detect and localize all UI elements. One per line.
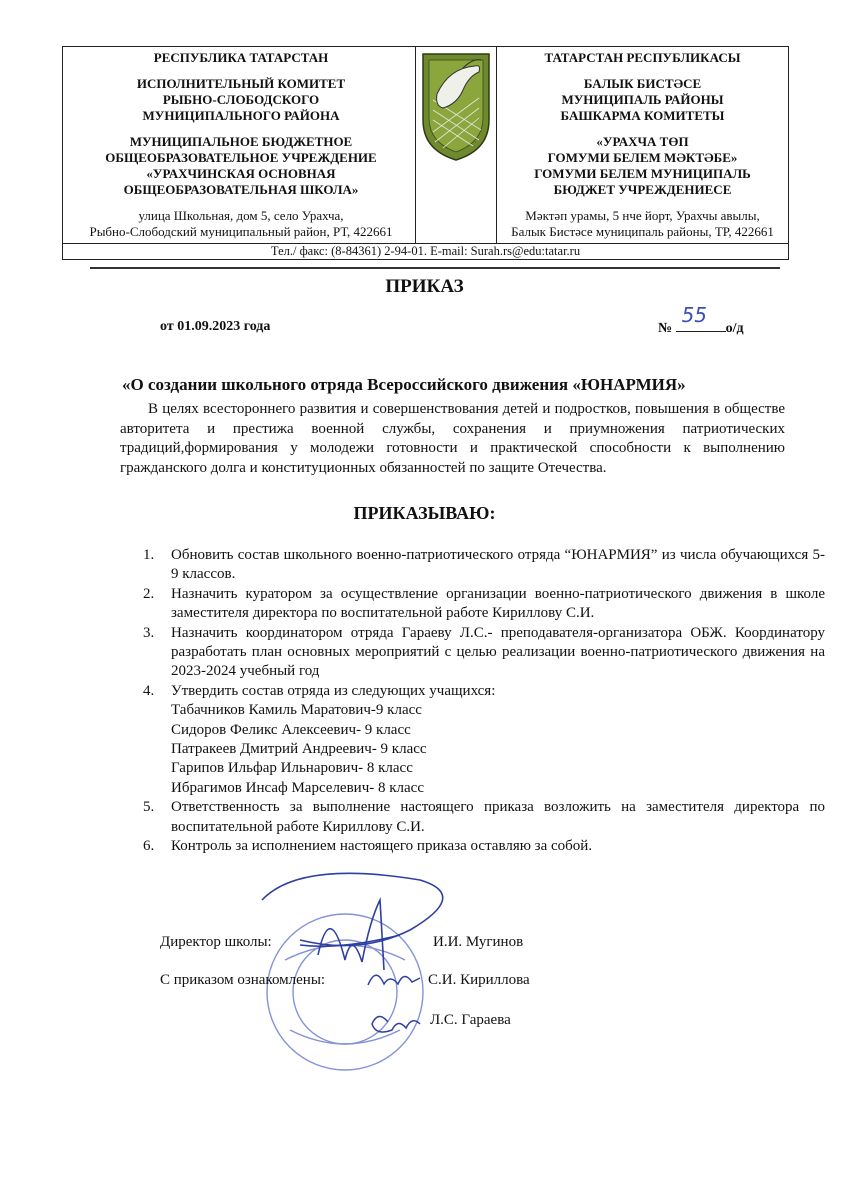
- committee-tt-2: МУНИЦИПАЛЬ РАЙОНЫ: [561, 92, 724, 107]
- header-contacts: Тел./ факс: (8-84361) 2-94-01. E-mail: Surah.rs@edu:tatar.ru: [270, 244, 581, 258]
- address-ru-2: Рыбно-Слободский муниципальный район, РТ, 422661: [89, 224, 393, 239]
- committee-tt-3: БАШКАРМА КОМИТЕТЫ: [560, 108, 725, 123]
- republic-ru: РЕСПУБЛИКА ТАТАРСТАН: [153, 50, 329, 65]
- school-ru-2: ОБЩЕОБРАЗОВАТЕЛЬНОЕ УЧРЕЖДЕНИЕ: [105, 150, 377, 165]
- school-tt-2: ГОМУМИ БЕЛЕМ МӘКТӘБЕ»: [547, 150, 738, 165]
- order-heading: ПРИКАЗЫВАЮ:: [353, 503, 496, 523]
- order-subject: «О создании школьного отряда Всероссийского движения «ЮНАРМИЯ»: [122, 375, 686, 394]
- preamble-text: В целях всестороннего развития и совершенствования детей и подростков, повышения в обществе авторитета и престижа военной службы, сохранения и приумножения патриотических традиций,формирования у молодежи готовности и практической способности к выполнению гражданского долга и конституционных обязанностей по защите Отечества.: [120, 401, 785, 476]
- student-line: Ибрагимов Инсаф Марселевич- 8 класс: [171, 779, 424, 796]
- order-item-number: 1.: [143, 547, 155, 563]
- acknowledged-name-1: С.И. Кириллова: [428, 972, 530, 988]
- committee-ru-3: МУНИЦИПАЛЬНОГО РАЙОНА: [142, 108, 340, 123]
- order-item-text: Ответственность за выполнение настоящего приказа возложить на заместителя директора по воспитательной работе Кириллову С.И.: [171, 799, 825, 835]
- acknowledged-label: С приказом ознакомлены:: [160, 972, 326, 988]
- director-signature: [262, 873, 443, 970]
- student-line: Сидоров Феликс Алексеевич- 9 класс: [171, 721, 411, 738]
- order-item-number: 2.: [143, 585, 155, 602]
- school-tt-3: ГОМУМИ БЕЛЕМ МУНИЦИПАЛЬ: [534, 166, 751, 181]
- student-line: Табачников Камиль Маратович-9 класс: [171, 702, 422, 719]
- school-ru-3: «УРАХЧИНСКАЯ ОСНОВНАЯ: [146, 166, 336, 181]
- republic-tt: ТАТАРСТАН РЕСПУБЛИКАСЫ: [544, 50, 741, 65]
- order-item-text: Утвердить состав отряда из следующих учащихся:: [171, 682, 496, 699]
- school-ru-1: МУНИЦИПАЛЬНОЕ БЮДЖЕТНОЕ: [129, 134, 353, 149]
- order-number-prefix: №: [658, 321, 673, 336]
- committee-tt-1: БАЛЫК БИСТӘСЕ: [583, 76, 702, 91]
- school-ru-4: ОБЩЕОБРАЗОВАТЕЛЬНАЯ ШКОЛА»: [123, 182, 359, 197]
- committee-ru-2: РЫБНО-СЛОБОДСКОГО: [162, 92, 320, 107]
- director-name: И.И. Мугинов: [433, 934, 524, 950]
- address-ru-1: улица Школьная, дом 5, село Урахча,: [138, 208, 344, 223]
- order-item-number: 3.: [143, 624, 155, 641]
- order-item-text: Назначить координатором отряда Гараеву Л.С.- преподавателя-организатора ОБЖ. Координатору разработать план основных мероприятий с целью реализации военно-патриотического движения на 2023-2024 учебный год: [171, 624, 825, 680]
- order-date: от 01.09.2023 года: [160, 319, 271, 334]
- student-line: Гарипов Ильфар Ильнарович- 8 класс: [171, 760, 413, 777]
- order-item-text: Назначить куратором за осуществление организации военно-патриотического движения в школе заместителя директора по воспитательной работе Кириллову С.И.: [171, 585, 825, 622]
- director-label: Директор школы:: [160, 934, 272, 950]
- order-item-text: Обновить состав школьного военно-патриотического отряда “ЮНАРМИЯ” из числа обучающихся 5-9 классов.: [171, 547, 825, 583]
- document-title: ПРИКАЗ: [385, 276, 464, 297]
- school-tt-4: БЮДЖЕТ УЧРЕЖДЕНИЕСЕ: [553, 182, 732, 197]
- address-tt-1: Мәктәп урамы, 5 нче йорт, Урахчы авылы,: [525, 208, 760, 223]
- round-stamp: [267, 914, 423, 1070]
- order-number-suffix: о/д: [725, 321, 744, 336]
- student-line: Патракеев Дмитрий Андреевич- 9 класс: [171, 741, 427, 758]
- school-tt-1: «УРАХЧА ТӨП: [596, 134, 689, 149]
- order-item-number: 4.: [143, 682, 155, 699]
- acknowledged-name-2: Л.С. Гараева: [430, 1012, 511, 1028]
- order-item-number: 6.: [143, 838, 155, 855]
- address-tt-2: Балык Бистәсе муниципаль районы, ТР, 422661: [511, 224, 774, 239]
- order-item-text: Контроль за исполнением настоящего приказа оставляю за собой.: [171, 838, 593, 855]
- order-number-handwritten: 55: [681, 303, 708, 327]
- order-item-number: 5.: [143, 799, 155, 816]
- committee-ru-1: ИСПОЛНИТЕЛЬНЫЙ КОМИТЕТ: [136, 76, 346, 91]
